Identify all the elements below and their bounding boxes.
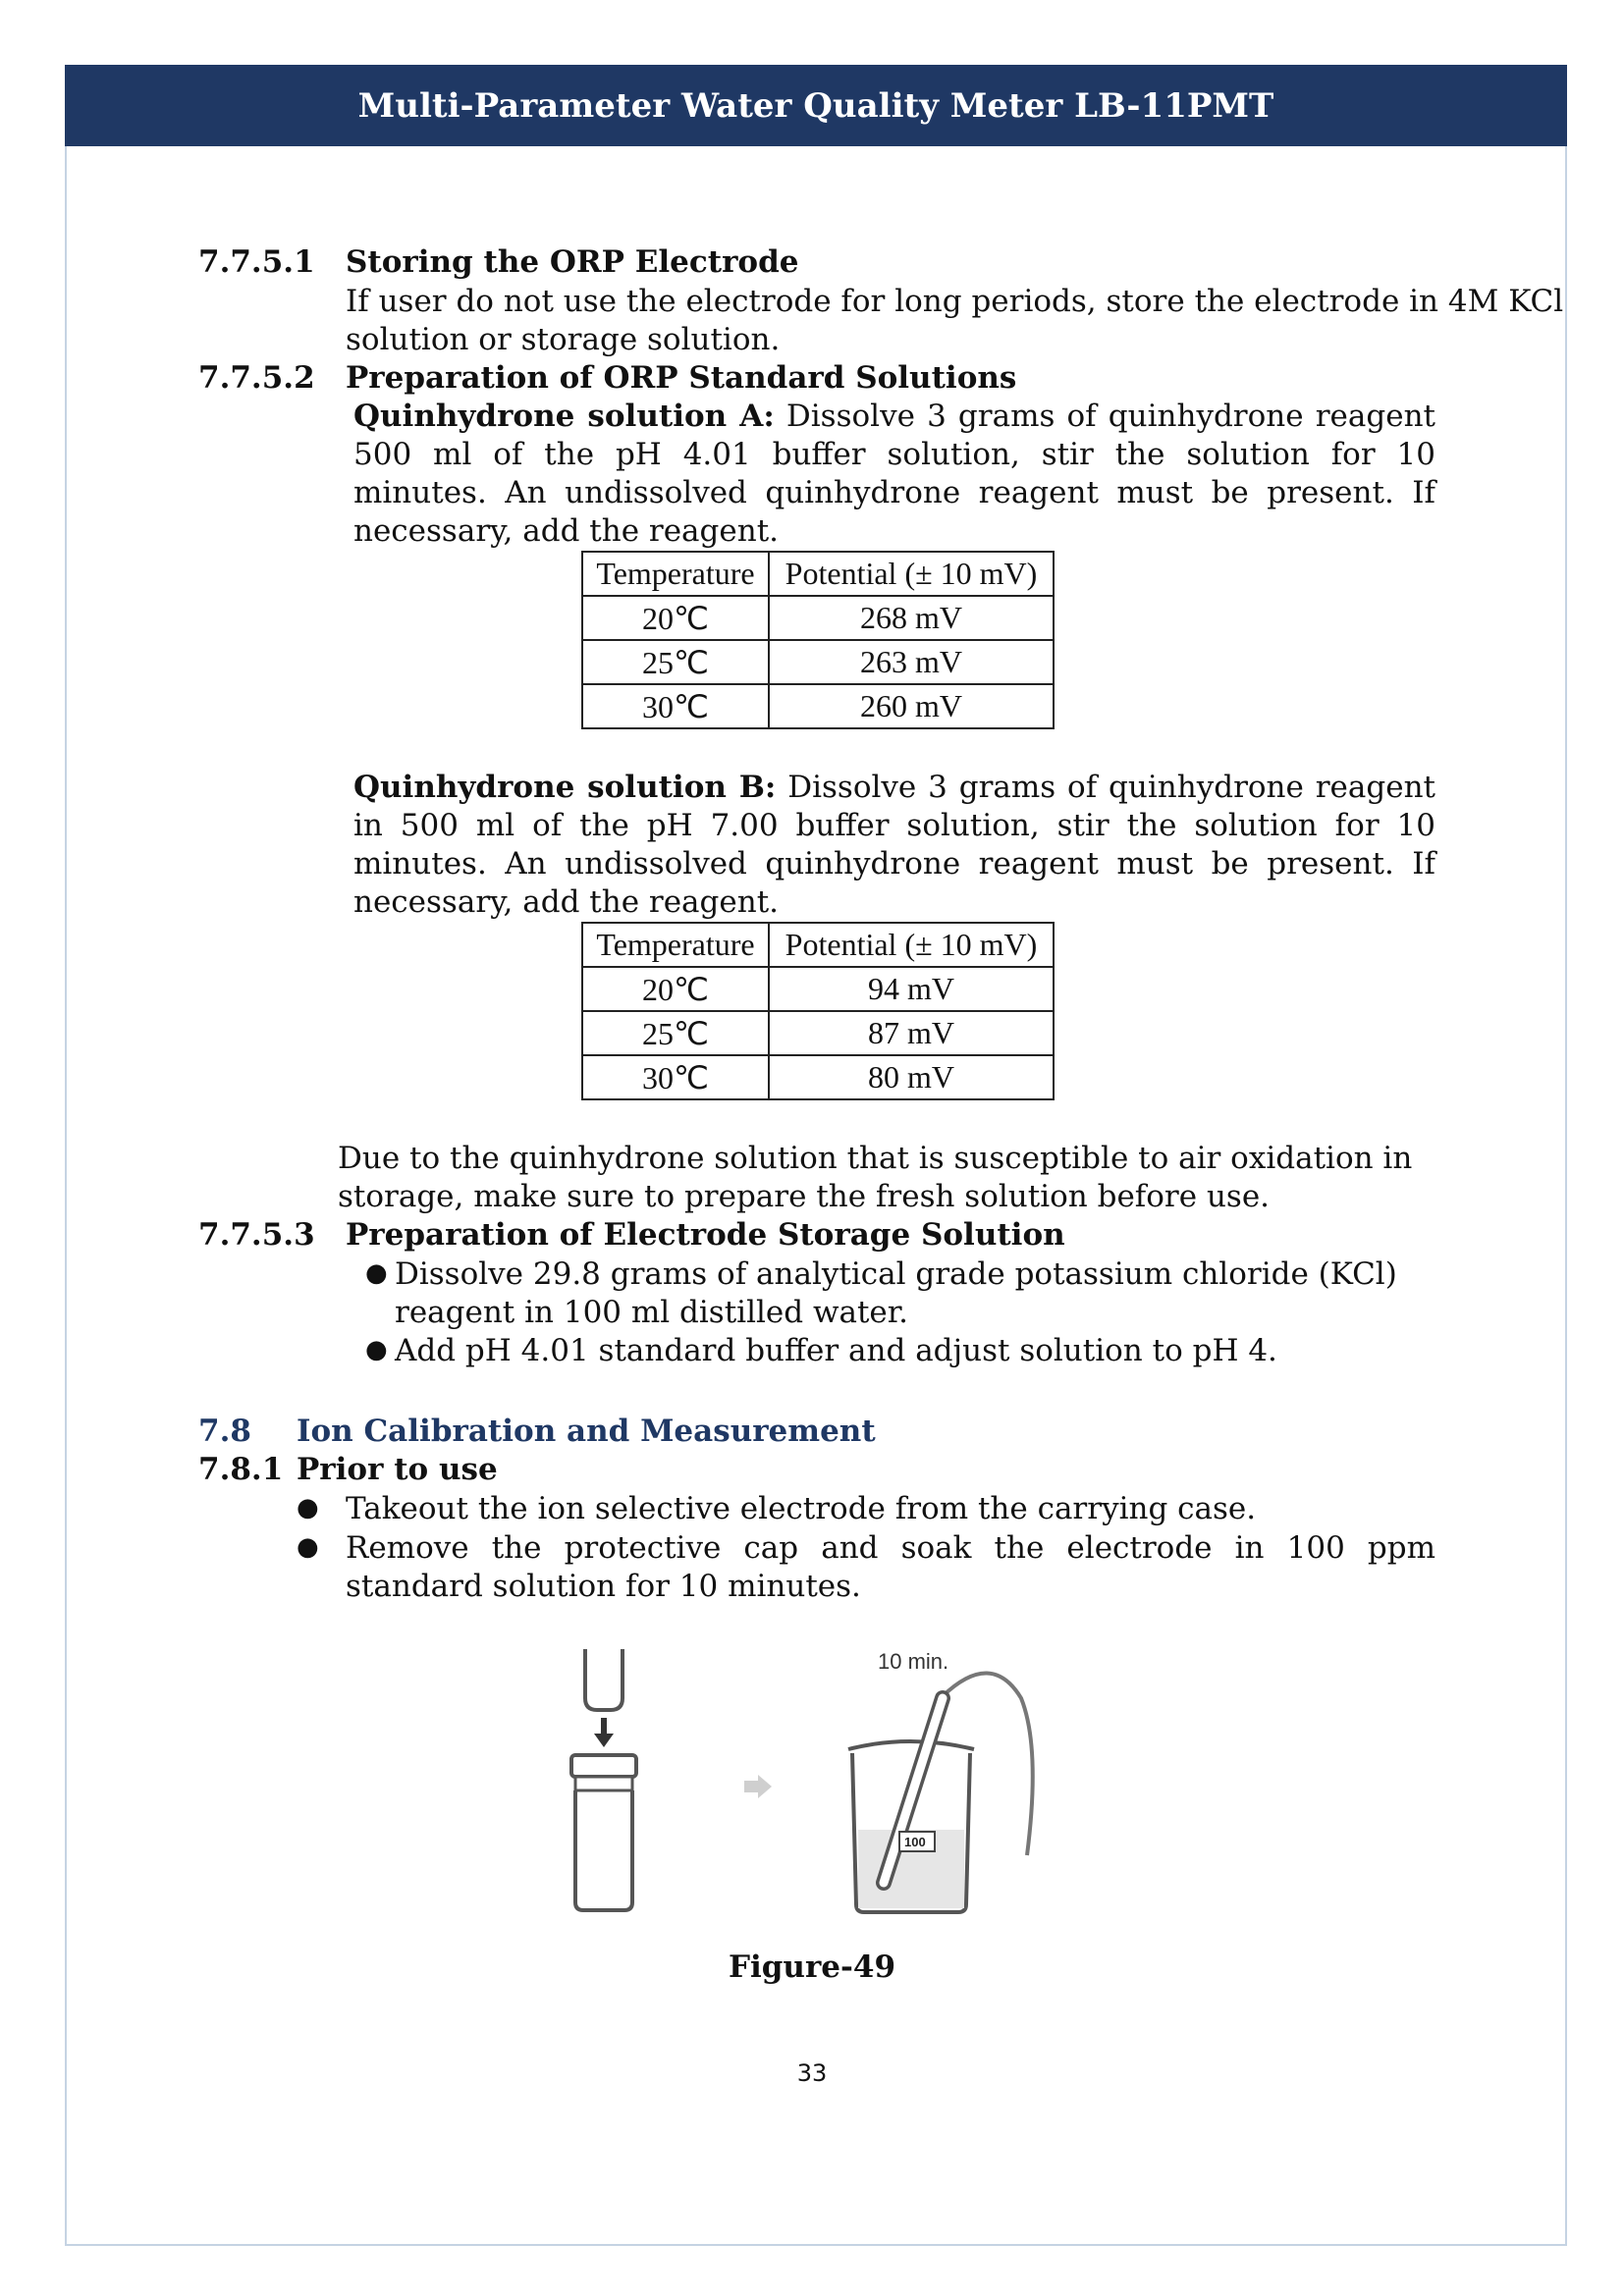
table-row <box>582 684 1054 728</box>
list-item: Add pH 4.01 standard buffer and adjust solution to pH 4. <box>395 1333 1277 1368</box>
bullet-icon: ● <box>297 1532 319 1562</box>
solution-a-label: Quinhydrone solution A: <box>353 399 775 434</box>
section-number: 7.7.5.3 <box>198 1217 315 1253</box>
section-title: Storing the ORP Electrode <box>346 244 799 280</box>
body-text: If user do not use the electrode for long periods, store the electrode in 4M KCl <box>346 284 1564 319</box>
page-number: 33 <box>796 2059 828 2087</box>
storage-note: Due to the quinhydrone solution that is susceptible to air oxidation in storage, make sure to prepare the fresh solution before use. <box>338 1141 1413 1214</box>
orp-table-a <box>581 551 1055 729</box>
section-title: Ion Calibration and Measurement <box>297 1414 876 1449</box>
table-cell: 30℃ <box>582 684 769 728</box>
section-number: 7.7.5.2 <box>198 360 315 396</box>
beaker-label: 100 <box>904 1835 926 1849</box>
list-item: Remove the protective cap and soak the electrode in 100 ppm standard solution for 10 minutes. <box>346 1530 1435 1604</box>
table-header: Temperature <box>582 552 769 596</box>
beaker-icon <box>848 1741 974 1912</box>
solution-a-text: Dissolve 3 grams of quinhydrone reagent 500 ml of the pH 4.01 buffer solution, stir the solution for 10 minutes. An undissolved quinhydrone reagent must be present. If necessary, add the reagent. <box>353 399 1435 549</box>
table-cell: 87 mV <box>769 1011 1054 1055</box>
table-row <box>582 967 1054 1011</box>
section-number: 7.8.1 <box>198 1452 284 1487</box>
section-number: 7.8 <box>198 1414 251 1449</box>
table-cell: 260 mV <box>769 684 1054 728</box>
list-item: Dissolve 29.8 grams of analytical grade potassium chloride (KCl) reagent in 100 ml distilled water. <box>395 1256 1397 1330</box>
table-cell: 80 mV <box>769 1055 1054 1099</box>
section-title: Preparation of ORP Standard Solutions <box>346 360 1017 396</box>
table-row <box>582 1055 1054 1099</box>
list-item: Takeout the ion selective electrode from the carrying case. <box>346 1491 1257 1526</box>
bullet-icon: ● <box>365 1335 388 1364</box>
table-cell: 20℃ <box>582 596 769 640</box>
bullet-icon: ● <box>365 1258 388 1288</box>
table-cell: 268 mV <box>769 596 1054 640</box>
page-header <box>65 65 1567 146</box>
table-row <box>582 596 1054 640</box>
electrode-soak-illustration <box>530 1639 1080 1924</box>
solution-b-paragraph <box>353 769 1435 922</box>
storage-bottle-icon <box>571 1649 636 1910</box>
body-text: solution or storage solution. <box>346 322 781 357</box>
time-label: 10 min. <box>878 1649 949 1674</box>
table-header: Potential (± 10 mV) <box>769 923 1054 967</box>
bullet-icon: ● <box>297 1493 319 1522</box>
table-header: Potential (± 10 mV) <box>769 552 1054 596</box>
table-cell: 20℃ <box>582 967 769 1011</box>
solution-a-paragraph <box>353 398 1435 551</box>
table-row <box>582 1011 1054 1055</box>
figure-caption: Figure-49 <box>728 1949 896 1985</box>
solution-b-text: Dissolve 3 grams of quinhydrone reagent in 500 ml of the pH 7.00 buffer solution, stir the solution for 10 minutes. An undissolved quinhydrone reagent must be present. If necessary, add the reagent. <box>353 770 1435 920</box>
table-row <box>582 640 1054 684</box>
section-title: Prior to use <box>297 1452 498 1487</box>
table-cell: 25℃ <box>582 1011 769 1055</box>
solution-b-label: Quinhydrone solution B: <box>353 770 777 805</box>
table-cell: 94 mV <box>769 967 1054 1011</box>
table-cell: 30℃ <box>582 1055 769 1099</box>
header-title: Multi-Parameter Water Quality Meter LB-11PMT <box>357 85 1274 126</box>
table-cell: 263 mV <box>769 640 1054 684</box>
section-number: 7.7.5.1 <box>198 244 315 280</box>
section-title: Preparation of Electrode Storage Solution <box>346 1217 1065 1253</box>
table-cell: 25℃ <box>582 640 769 684</box>
table-header: Temperature <box>582 923 769 967</box>
orp-table-b <box>581 922 1055 1100</box>
arrow-right-icon <box>744 1775 772 1798</box>
